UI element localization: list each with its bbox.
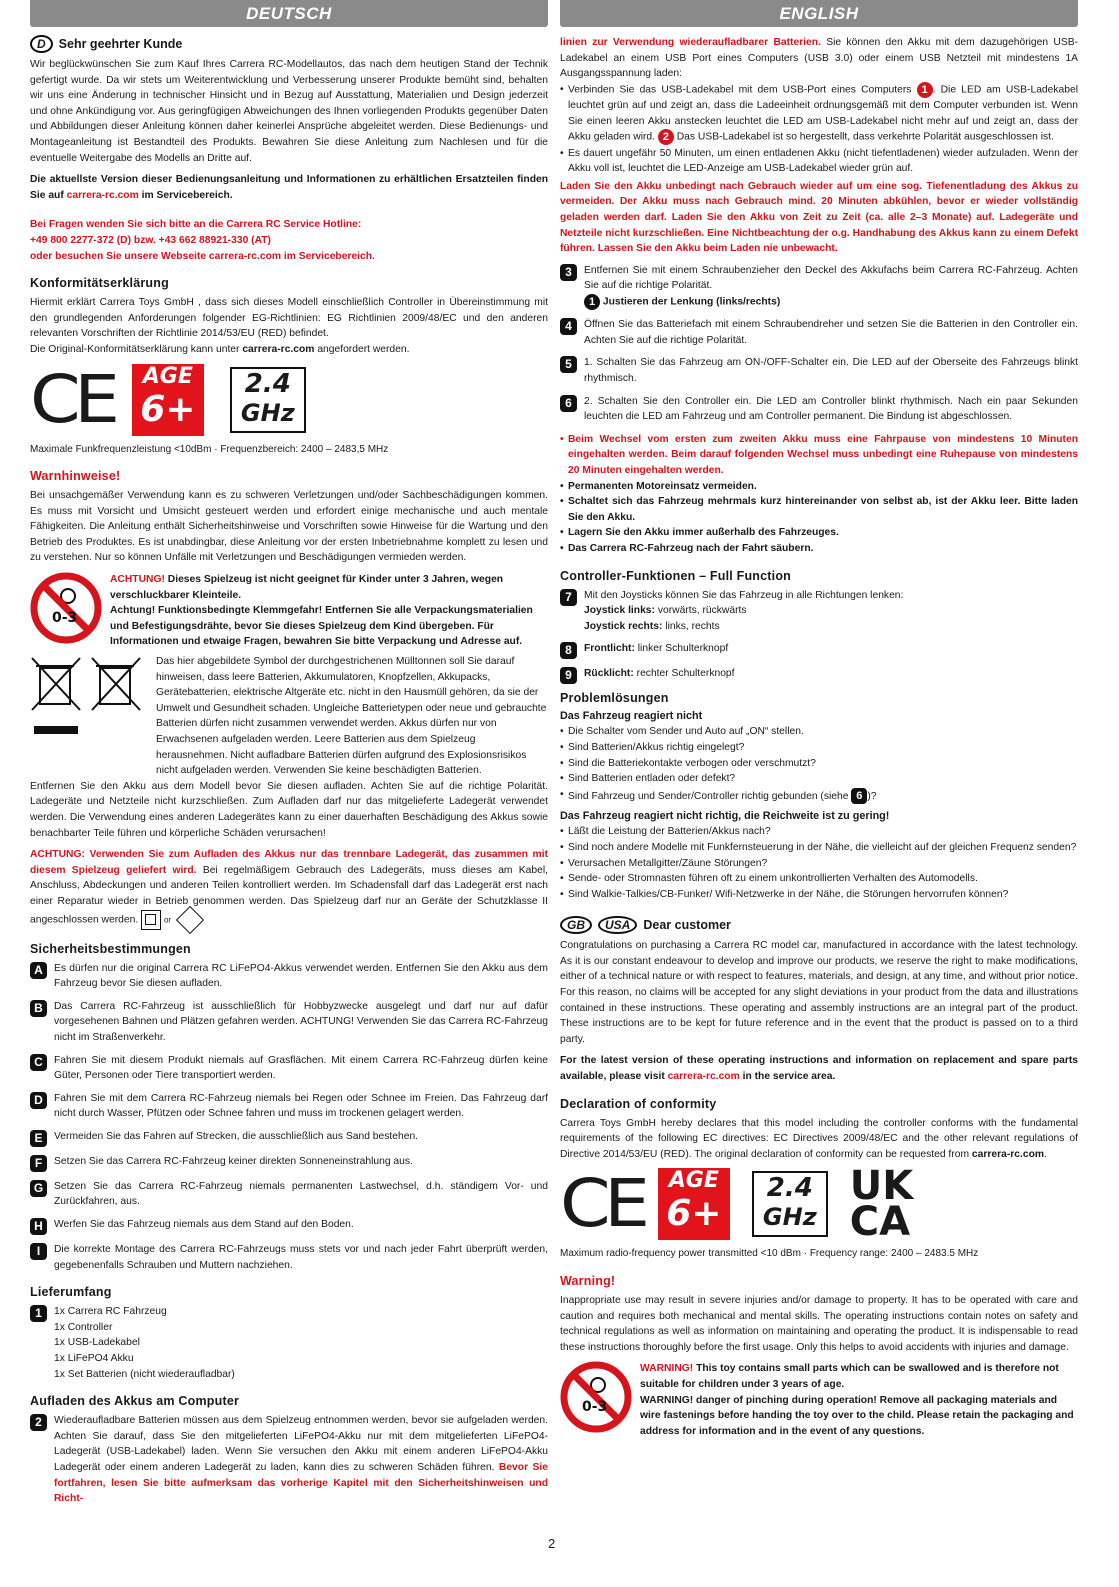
- step-number: 2: [30, 1414, 47, 1431]
- warning-1: This toy contains small parts which can be swallowed and is therefore not suitable for children under 3 years of age.: [640, 1363, 1059, 1390]
- step-number: 5: [560, 356, 577, 373]
- age-sign-label: 0-3: [582, 1399, 608, 1416]
- list-item: • Es dauert ungefähr 50 Minuten, um einen entladenen Akku (nicht tiefentladenen) wieder aufzuladen. Wenn der Akku voll ist, leuchtet die LED-Anzeige am USB-Ladekabel wieder grün auf.: [560, 146, 1078, 177]
- remove-battery-text: Entfernen Sie den Akku aus dem Modell bevor Sie diesen aufladen. Achten Sie auf die richtige Polarität. Ladegeräte und Netzteile nicht kurzschließen. Zum Aufladen darf nur das mitgelieferte Ladegerät verwendet werden. Die Verwendung eines anderen Ladegerätes kann zu einer dauerhaften Beschädigung des Akkus sowie benachbarter Teile führen und körperliche Schäden verursachen!: [30, 780, 548, 839]
- safety-item: [30, 1154, 548, 1172]
- or-label: or: [163, 915, 172, 925]
- list-item: 1x Set Batterien (nicht wiederaufladbar): [54, 1368, 235, 1380]
- step-letter: F: [30, 1155, 47, 1172]
- latest-b: in the service area.: [739, 1071, 836, 1083]
- frequency-info-en: Maximum radio-frequency power transmitted <10 dBm · Frequency range: 2400 – 2483.5 MHz: [560, 1248, 979, 1260]
- safety-text: Werfen Sie das Fahrzeug niemals aus dem Stand auf den Boden.: [54, 1219, 354, 1231]
- website-link[interactable]: carrera-rc.com: [66, 189, 139, 201]
- cont-body: Sie können den Akku mit dem dazugehörigen USB-Ladekabel an einem USB Port eines Computers (USB 3.0) oder einem USB Netzteil mit mindestens 1A Ausgangsspannung laden:: [560, 37, 1078, 80]
- list-item: • Schaltet sich das Fahrzeug mehrmals kurz hintereinander von selbst ab, ist der Akku leer. Bitte laden Sie den Akku.: [560, 494, 1078, 525]
- steering-adjust: Justieren der Lenkung (links/rechts): [602, 296, 781, 308]
- disposal-text: Das hier abgebildete Symbol der durchgestrichenen Mülltonnen soll Sie darauf hinweisen, dass leere Batterien, Akkumulatoren, Knopfzellen, Akkupacks, Gerätebatterien, elektrische Altgeräte etc. nicht in den Hausmüll gehören, da sie der Umwelt und Gesundheit schaden. Ungleiche Batterietypen oder neue und gebrauchte Batterien dürfen nicht zusammen verwendet werden. Akkus dürfen nur von Erwachsenen aufgeladen werden. Leere Batterien aus dem Spielzeug herausnehmen. Nicht aufladbare Batterien dürfen aufgrund des Explosionsrisikos nicht aufgeladen werden. Verwenden Sie keine beschädigten Batterien.: [156, 656, 547, 777]
- problem-1-head: Das Fahrzeug reagiert nicht: [560, 710, 703, 723]
- latest-version-en: [560, 1053, 1078, 1084]
- step-letter: D: [30, 1092, 47, 1109]
- scope-list: [54, 1304, 548, 1382]
- list-item: 1x Controller: [54, 1321, 113, 1333]
- step-letter: H: [30, 1218, 47, 1235]
- greeting: Sehr geehrter Kunde: [58, 37, 183, 51]
- safety-text: Das Carrera RC-Fahrzeug ist ausschließlich für Hobbyzwecke ausgelegt und darf nur auf dafür vorgesehenen Bahnen und Plätzen gefahren werden. ACHTUNG! Verwenden Sie das Carrera RC-Fahrzeug nicht im Straßenverkehr.: [54, 1000, 548, 1043]
- list-item: • Sind die Batteriekontakte verbogen oder verschmutzt?: [560, 756, 1078, 772]
- step-number: 4: [560, 318, 577, 335]
- callout-1: 1: [584, 294, 600, 310]
- list-item: • Sind Batterien entladen oder defekt?: [560, 771, 1078, 787]
- list-item: • Verursachen Metallgitter/Zäune Störungen?: [560, 856, 1078, 872]
- greeting-row-en: [560, 916, 1078, 934]
- age-label: AGE: [668, 1168, 719, 1194]
- warning-2: WARNING! danger of pinching during operation! Remove all packaging materials and wire fastenings before handing the toy over to the child. Please retain the packaging and address for information and in the event of any questions.: [640, 1394, 1074, 1437]
- list-item: [560, 787, 1078, 805]
- conf-link[interactable]: carrera-rc.com: [971, 1148, 1045, 1160]
- list-item: 1x USB-Ladekabel: [54, 1337, 140, 1349]
- latest-text-b: im Servicebereich.: [138, 189, 233, 201]
- greeting-row: [30, 35, 548, 53]
- front-light: linker Schulterknopf: [634, 643, 729, 655]
- conf-c: .: [1044, 1148, 1047, 1160]
- joystick-left: vorwärts, rückwärts: [654, 605, 747, 617]
- list-item: • Sind Batterien/Akkus richtig eingelegt?: [560, 740, 1078, 756]
- crossed-bin-icon: [30, 654, 148, 748]
- conf2-link[interactable]: carrera-rc.com: [242, 343, 315, 355]
- rear-light-label: Rücklicht:: [584, 668, 634, 680]
- safety-text: Fahren Sie mit dem Carrera RC-Fahrzeug niemals bei Regen oder Schnee im Freien. Das Fahrzeug darf nicht durch Wasser, Pfützen oder Schnee fahren und muss im trockenen gelagert werden.: [54, 1092, 548, 1120]
- ukca-ca: CA: [849, 1199, 911, 1246]
- step-5: [560, 355, 1078, 386]
- step-5-text: 1. Schalten Sie das Fahrzeug am ON-/OFF-Schalter ein. Die LED auf der Oberseite des Fahrzeugs blinkt rhythmisch.: [584, 357, 1078, 385]
- list-item: • Läßt die Leistung der Batterien/Akkus nach?: [560, 824, 1078, 840]
- step-4: [560, 317, 1078, 348]
- step-letter: A: [30, 962, 47, 979]
- class-iii-icon: [176, 905, 204, 933]
- conformity-text-en: [560, 1116, 1078, 1163]
- hotline-line-1: Bei Fragen wenden Sie sich bitte an die Carrera RC Service Hotline:: [30, 219, 362, 231]
- certification-logos: [30, 360, 548, 438]
- website-link[interactable]: carrera-rc.com: [667, 1071, 740, 1083]
- list-item: • Das Carrera RC-Fahrzeug nach der Fahrt säubern.: [560, 541, 1078, 557]
- conformity-title: Konformitätserklärung: [30, 276, 169, 291]
- step-letter: E: [30, 1130, 47, 1147]
- step-number: 3: [560, 264, 577, 281]
- no-under-3-icon: [30, 572, 102, 644]
- class-ii-icon: [141, 910, 161, 930]
- safety-text: Vermeiden Sie das Fahren auf Strecken, die ausschließlich aus Sand bestehen.: [54, 1130, 419, 1142]
- problem-2-head: Das Fahrzeug reagiert nicht richtig, die Reichweite ist zu gering!: [560, 810, 890, 823]
- warning-title-en: Warning!: [560, 1274, 616, 1288]
- safety-title: Sicherheitsbestimmungen: [30, 941, 191, 956]
- charging-cont: [560, 35, 1078, 82]
- list-item: • Lagern Sie den Akku immer außerhalb des Fahrzeuges.: [560, 525, 1078, 541]
- charge-text: [54, 1413, 548, 1507]
- country-badge-d: D: [30, 35, 53, 53]
- warning-text-en: Inappropriate use may result in severe injuries and/or damage to property. It has to be operated with care and caution and requires both mechanical and mental skills. The operating instructions contain notes on safety and technical regulations as well as information on maintaining and operating the product. It is indispensable to read these instructions thoroughly before the first usage. Only this helps to avoid accidents with injuries and damage.: [560, 1295, 1078, 1353]
- safety-item: [30, 1091, 548, 1122]
- german-column: [30, 0, 548, 1560]
- safety-item: [30, 1242, 548, 1273]
- step-letter: B: [30, 1000, 47, 1017]
- latest-version: [30, 172, 548, 203]
- step-6: [560, 394, 1078, 425]
- age-warning: [30, 572, 548, 650]
- intro-text: Wir beglückwünschen Sie zum Kauf Ihres Carrera RC-Modellautos, das nach dem heutigen Stand der Technik gefertigt wurde. Da wir stets um Weiterentwicklung und Verbesserung unserer Produkte bemüht sind, behalten wir uns eine Änderung in technischer Hinsicht und in Bezug auf Ausstattung, Materialien und Design jederzeit und ohne Ankündigung vor. Aus geringfügigen Abweichungen des Ihnen vorliegenden Produkts gegenüber Daten und Abbildungen dieser Anleitung können daher keinerlei Ansprüche abgeleitet werden. Diese Bedienungs- und Montageanleitung ist Bestandteil des Produkts. Bewahren Sie diese Anleitung zum Nachlesen und für die eventuelle Weitergabe des Modells an Dritte auf.: [30, 59, 548, 164]
- page-number: 2: [548, 1536, 556, 1551]
- problem-1-list: [560, 724, 1078, 786]
- ghz-unit: GHz: [762, 1203, 817, 1232]
- ghz-value: 2.4: [766, 1173, 813, 1204]
- scope-title: Lieferumfang: [30, 1285, 112, 1300]
- hotline-line-2: +49 800 2277-372 (D) bzw. +43 662 88921-330 (AT): [30, 234, 271, 246]
- warning-title: Warnhinweise!: [30, 469, 121, 484]
- ghz-icon: [230, 367, 306, 433]
- callout-1: 1: [917, 82, 933, 98]
- ce-mark-icon: CE: [560, 1165, 644, 1243]
- front-light-label: Frontlicht:: [584, 643, 635, 655]
- charger-text: [30, 847, 548, 929]
- ukca-uk: UK: [849, 1163, 914, 1210]
- safety-item: [30, 1053, 548, 1084]
- deep-discharge-warning: Laden Sie den Akku unbedingt nach Gebrauch wieder auf um eine sog. Tiefenentladung des Akkus zu vermeiden. Der Akku muss nach Gebrauch mind. 20 Minuten abkühlen, bevor er wieder vollständig geladen werden darf. Laden Sie den Akku von Zeit zu Zeit (ca. alle 2–3 Monate) auf. Ladegeräte und Netzteile nicht kurzschließen. Eine Nichtbeachtung der o.g. Handhabung des Akkus kann zu einem Defekt führen. Lassen Sie den Akku beim Laden nie unbewacht.: [560, 180, 1078, 255]
- step-number: 9: [560, 667, 577, 684]
- problem-2-list: [560, 824, 1078, 902]
- list-item: [560, 82, 1078, 146]
- step-9: [560, 666, 1078, 684]
- prob1-last-a: Sind Fahrzeug und Sender/Controller richtig gebunden (siehe: [568, 790, 852, 802]
- warning-red: WARNING!: [640, 1363, 694, 1375]
- conf-a: Carrera Toys GmbH hereby declares that this model including the controller conforms with the fundamental requirements of the following EC directives: EC Directives 2009/48/EC and the other relevant regulations of Directive 2014/53/EU (RED). The original declaration of conformity can be requested from: [560, 1117, 1078, 1160]
- age-sign-label: 0-3: [52, 610, 78, 627]
- problem-1-last: [560, 787, 1078, 805]
- achtung-2: Achtung! Funktionsbedingte Klemmgefahr! Entfernen Sie alle Verpackungsmaterialien und Befestigungsdrähte, bevor Sie dieses Spielzeug dem Kind übergeben. Für Informationen und etwaige Fragen, bewahren Sie bitte Verpackung und Adresse auf.: [110, 605, 533, 648]
- step-8: [560, 641, 1078, 659]
- country-badge-usa: USA: [598, 916, 637, 934]
- usb-1a: Verbinden Sie das USB-Ladekabel mit dem USB-Port eines Computers: [568, 84, 917, 96]
- certification-logos-en: [560, 1163, 1078, 1246]
- disposal-block: [30, 654, 548, 779]
- callout-2: 2: [658, 129, 674, 145]
- conformity-title-en: Declaration of conformity: [560, 1096, 717, 1111]
- conformity-text-2: [30, 342, 548, 358]
- ghz-icon: [752, 1171, 828, 1237]
- no-under-3-icon: [560, 1361, 632, 1433]
- list-item: • Sind noch andere Modelle mit Funkfernsteuerung in der Nähe, die vielleicht auf der gleichen Frequenz senden?: [560, 840, 1078, 856]
- step-3: [560, 263, 1078, 311]
- age-value: 6+: [140, 388, 196, 430]
- controller-title: Controller-Funktionen – Full Function: [560, 568, 791, 583]
- usb-1c: Das USB-Ladekabel ist so hergestellt, dass verkehrte Polarität ausgeschlossen ist.: [673, 132, 1054, 143]
- charger-red: ACHTUNG: Verwenden Sie zum Aufladen des Akkus nur das trennbare Ladegerät, das zusammen mit diesem Spielzeug geliefert wird.: [30, 849, 548, 876]
- language-header-en: ENGLISH: [560, 0, 1078, 27]
- usb-list: [560, 82, 1078, 177]
- charge-body: Wiederaufladbare Batterien müssen aus dem Spielzeug entnommen werden, bevor sie aufgeladen werden. Achten Sie darauf, dass Sie den mitgelieferten LiFePO4-Akku nur mit dem mitgelieferten LiFePO4-Ladegerät (USB-Ladekabel) laden. Wenn Sie versuchen den Akku mit einem anderen LiFePO4-Akku Ladegerät oder einem anderen Ladegerät zu laden, kann dies zu schweren Schäden führen.: [54, 1415, 548, 1473]
- step-number: 7: [560, 589, 577, 606]
- list-item: • Beim Wechsel vom ersten zum zweiten Akku muss eine Fahrpause von mindestens 10 Minuten eingehalten werden. Beim darauf folgenden Wechsel muss unbedingt eine Ruhepause von mindestens 20 Minuten eingehalten werden.: [560, 432, 1078, 479]
- safety-item: [30, 961, 548, 992]
- cont-red: linien zur Verwendung wiederaufladbarer Batterien.: [560, 37, 821, 48]
- safety-text: Fahren Sie mit diesem Produkt niemals auf Grasflächen. Mit einem Carrera RC-Fahrzeug dürfen keine Güter, Personen oder Tiere transportiert werden.: [54, 1054, 548, 1082]
- safety-list: [30, 961, 548, 1274]
- step-7: [560, 588, 1078, 635]
- age-warning-text-en: [640, 1361, 1078, 1439]
- frequency-info: Maximale Funkfrequenzleistung <10dBm · Frequenzbereich: 2400 – 2483,5 MHz: [30, 443, 389, 455]
- age-value: 6+: [666, 1193, 722, 1235]
- joystick-left-label: Joystick links:: [584, 605, 655, 617]
- safety-item: [30, 1217, 548, 1235]
- list-item: • Permanenten Motoreinsatz vermeiden.: [560, 479, 1078, 495]
- tips-list: [560, 432, 1078, 479]
- step-letter: G: [30, 1180, 47, 1197]
- ukca-mark-icon: [849, 1163, 930, 1246]
- step-ref-6: 6: [851, 788, 867, 804]
- charge-block: [30, 1413, 548, 1507]
- list-item: • Sind Walkie-Talkies/CB-Funker/ Wifi-Netzwerke in der Nähe, die Störungen hervorrufen können?: [560, 887, 1078, 903]
- step-7-text: Mit den Joysticks können Sie das Fahrzeug in alle Richtungen lenken:: [584, 589, 904, 601]
- safety-item: [30, 1129, 548, 1147]
- step-letter: C: [30, 1054, 47, 1071]
- charge-title: Aufladen des Akkus am Computer: [30, 1394, 240, 1409]
- step-number: 8: [560, 642, 577, 659]
- conformity-text: Hiermit erklärt Carrera Toys GmbH , dass sich dieses Modell einschließlich Controller in Übereinstimmung mit den grundlegenden Anforderungen folgender EG-Richtlinien: EG Richtlinien 2009/48/EC und den anderen relevanten Vorschriften der Richtlinie 2014/53/EU (RED) befindet.: [30, 297, 548, 340]
- step-6-text: 2. Schalten Sie den Controller ein. Die LED am Controller blinkt rhythmisch. Nach ein paar Sekunden leuchten die LED am Fahrzeug und am Controller permanent. Die Bindung ist abgeschlossen.: [584, 395, 1078, 423]
- hotline-line-3: oder besuchen Sie unsere Webseite carrera-rc.com im Servicebereich.: [30, 250, 375, 262]
- age-label: AGE: [142, 363, 193, 389]
- conf2-c: angefordert werden.: [314, 343, 410, 355]
- ghz-value: 2.4: [244, 368, 291, 399]
- achtung-1: Dieses Spielzeug ist nicht geeignet für Kinder unter 3 Jahren, wegen verschluckbarer Kleinteile.: [110, 574, 504, 601]
- step-letter: I: [30, 1243, 47, 1260]
- conf2-a: Die Original-Konformitätserklärung kann unter: [30, 343, 243, 355]
- safety-text: Setzen Sie das Carrera RC-Fahrzeug niemals permanenten Lastwechsel, d.h. ständigem Vor- und Zurückfahren, aus.: [54, 1180, 548, 1208]
- prob1-last-b: )?: [867, 790, 877, 802]
- charge-red: Bevor Sie fortfahren, lesen Sie bitte aufmerksam das vorherige Kapitel mit den Sicherheitshinweisen und Richt-: [54, 1462, 548, 1505]
- achtung-red: ACHTUNG!: [110, 574, 165, 586]
- tips-list-2: [560, 479, 1078, 557]
- country-badge-gb: GB: [560, 916, 592, 934]
- age-6-plus-icon: [658, 1168, 730, 1240]
- english-column: [560, 0, 1078, 1560]
- step-number: 1: [30, 1305, 47, 1322]
- ghz-unit: GHz: [240, 398, 295, 427]
- charger-body: Bei regelmäßigem Gebrauch des Ladegeräts, muss dieses am Kabel, Anschluss, Abdeckungen und anderen Teilen kontrolliert werden. Im Schadensfall darf das Ladegerät erst nach einer Reparatur wieder in Betrieb genommen werden. Das Spielzeug darf nur an Geräte der Schutzklasse II angeschlossen werden.: [30, 864, 548, 926]
- safety-text: Die korrekte Montage des Carrera RC-Fahrzeugs muss stets vor und nach jeder Fahrt überprüft werden, gegebenenfalls Schrauben und Muttern nachziehen.: [54, 1244, 548, 1271]
- scope-block: [30, 1304, 548, 1382]
- greeting: Dear customer: [643, 918, 731, 933]
- latest-text-a: Die aktuellste Version dieser Bedienungsanleitung und Informationen zu erhältlichen Ersatzteilen finden Sie auf: [30, 174, 548, 201]
- safety-text: Es dürfen nur die original Carrera RC LiFePO4-Akkus verwendet werden. Entfernen Sie den Akku aus dem Fahrzeug bevor Sie diesen aufladen.: [54, 962, 548, 990]
- latest-a: For the latest version of these operating instructions and information on replacement and spare parts available, please visit: [560, 1055, 1078, 1083]
- step-3-text: Entfernen Sie mit einem Schraubenzieher den Deckel des Akkufachs beim Carrera RC-Fahrzeug. Achten Sie auf die richtige Polarität.: [584, 264, 1078, 292]
- problems-title: Problemlösungen: [560, 691, 669, 706]
- warning-text: Bei unsachgemäßer Verwendung kann es zu schweren Verletzungen und/oder Sachbeschädigungen kommen. Es muss mit Vorsicht und Umsicht gesteuert werden und erfordert einige mechanische und auch mentale Fähigkeiten. Die Anleitung enthält Sicherheitshinweise und Vorschriften sowie Hinweise für die Wartung und den Betrieb des Produktes. Es ist unabdingbar, diese Anleitung vor der ersten Inbetriebnahme komplett zu lesen und zu verstehen. Nur so können Unfälle mit Verletzungen und Beschädigungen vermieden werden.: [30, 490, 548, 564]
- safety-item: [30, 1179, 548, 1210]
- ce-mark-icon: CE: [30, 360, 114, 438]
- joystick-right: links, rechts: [662, 620, 720, 632]
- intro-text-en: Congratulations on purchasing a Carrera RC model car, manufactured in accordance with the latest technology. As it is our constant endeavour to develop and improve our products, we reserve the right to make modifications, either of a technical nature or with respect to features, materials, and design, at any time, and without prior notice. For this reason, no claims will be accepted for any slight deviations in your product from the data and illustrations contained in these instructions. These operating and assembly instructions are an integral part of the product. These instructions are to be kept for future reference and in the event that the product is passed on to a third party.: [560, 940, 1078, 1045]
- step-number: 6: [560, 395, 577, 412]
- rear-light: rechter Schulterknopf: [633, 668, 735, 680]
- list-item: 1x LiFePO4 Akku: [54, 1353, 134, 1365]
- safety-text: Setzen Sie das Carrera RC-Fahrzeug keiner direkten Sonneneinstrahlung aus.: [54, 1155, 413, 1167]
- list-item: 1x Carrera RC Fahrzeug: [54, 1306, 167, 1318]
- language-header-de: DEUTSCH: [30, 0, 548, 27]
- age-6-plus-icon: [132, 364, 204, 436]
- list-item: • Sende- oder Stromnasten führen oft zu einem unkontrollierten Verhalten des Automodells.: [560, 871, 1078, 887]
- joystick-right-label: Joystick rechts:: [584, 620, 663, 632]
- age-warning-text: [110, 572, 548, 650]
- list-item: • Die Schalter vom Sender und Auto auf „ON“ stellen.: [560, 724, 1078, 740]
- age-warning-en: [560, 1361, 1078, 1439]
- usb-1b: . Die LED am USB-Ladekabel leuchtet grün auf und zeigt an, dass die Ladeeinheit ordnungsgemäß mit dem Computer verbunden ist. Wenn Sie einen leeren Akku anstecken leuchtet die LED am USB-Ladekabel nicht mehr auf und zeigt an, dass der Akku geladen wird.: [568, 84, 1078, 143]
- step-4-text: Öffnen Sie das Batteriefach mit einem Schraubendreher und setzen Sie die Batterien in den Controller ein. Achten Sie auf die richtige Polarität.: [584, 319, 1078, 346]
- safety-item: [30, 999, 548, 1046]
